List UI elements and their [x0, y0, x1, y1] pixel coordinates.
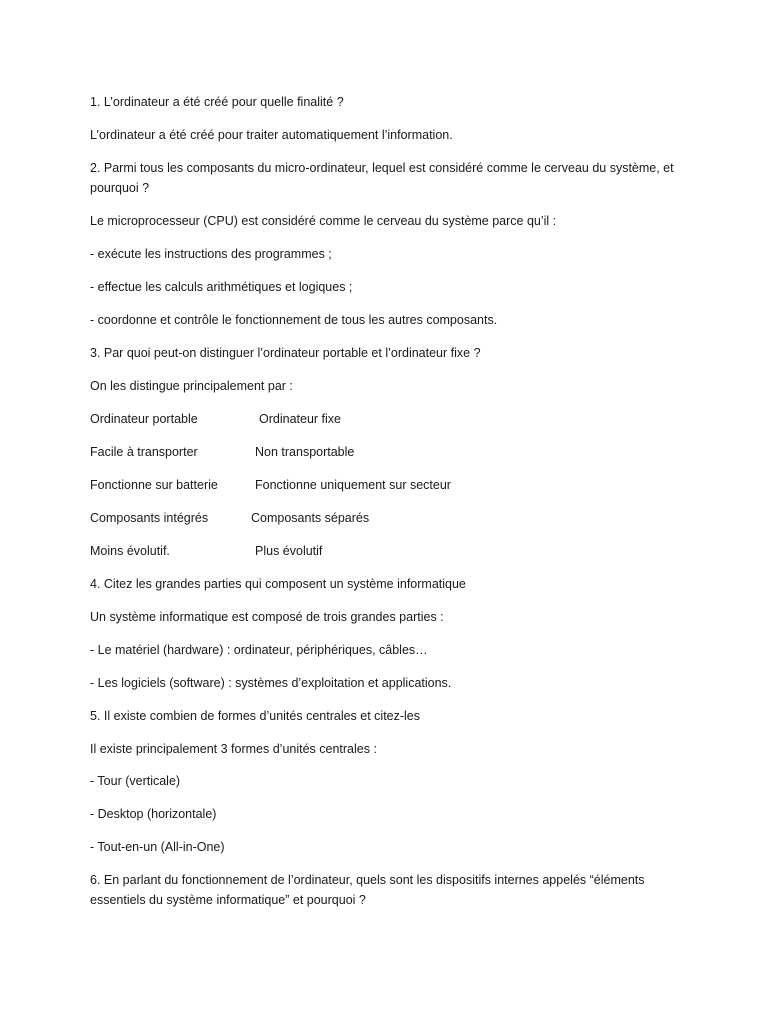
comparison-row: [90, 442, 354, 462]
answer-5-intro: Il existe principalement 3 formes d’unités centrales :: [90, 742, 377, 756]
answer-2-item: - exécute les instructions des programmes ;: [90, 247, 332, 261]
answer-4-intro: Un système informatique est composé de trois grandes parties :: [90, 610, 444, 624]
question-2: 2. Parmi tous les composants du micro-ordinateur, lequel est considéré comme le cerveau du système, et pourquoi ?: [90, 161, 674, 195]
comparison-left: Fonctionne sur batterie: [90, 478, 218, 492]
comparison-row: [90, 409, 341, 429]
comparison-right: Composants séparés: [251, 511, 370, 525]
question-3: 3. Par quoi peut-on distinguer l’ordinateur portable et l’ordinateur fixe ?: [90, 346, 481, 360]
answer-2-item: - effectue les calculs arithmétiques et logiques ;: [90, 280, 353, 294]
answer-1: L’ordinateur a été créé pour traiter automatiquement l’information.: [90, 128, 453, 142]
comparison-left: Composants intégrés: [90, 511, 209, 525]
answer-2-intro: Le microprocesseur (CPU) est considéré comme le cerveau du système parce qu’il :: [90, 214, 557, 228]
comparison-right: Ordinateur fixe: [259, 412, 341, 426]
comparison-row: [90, 475, 451, 495]
question-1: 1. L’ordinateur a été créé pour quelle finalité ?: [90, 95, 344, 109]
answer-3-intro: On les distingue principalement par :: [90, 379, 293, 393]
comparison-left: Ordinateur portable: [90, 412, 198, 426]
answer-5-item: - Tout-en-un (All-in-One): [90, 840, 225, 854]
answer-5-item: - Tour (verticale): [90, 774, 181, 788]
comparison-row: [90, 508, 369, 528]
comparison-right: Fonctionne uniquement sur secteur: [255, 478, 451, 492]
answer-4-item: - Les logiciels (software) : systèmes d’exploitation et applications.: [90, 676, 452, 690]
answer-2-item: - coordonne et contrôle le fonctionnement de tous les autres composants.: [90, 313, 498, 327]
answer-4-item: - Le matériel (hardware) : ordinateur, périphériques, câbles…: [90, 643, 428, 657]
comparison-right: Non transportable: [255, 445, 355, 459]
question-6: 6. En parlant du fonctionnement de l’ordinateur, quels sont les dispositifs internes appelés “éléments essentiels du système informatique” et pourquoi ?: [90, 873, 645, 907]
comparison-left: Facile à transporter: [90, 445, 198, 459]
comparison-row: [90, 541, 322, 561]
comparison-right: Plus évolutif: [255, 544, 323, 558]
comparison-left: Moins évolutif.: [90, 544, 170, 558]
question-5: 5. Il existe combien de formes d’unités centrales et citez-les: [90, 709, 421, 723]
answer-5-item: - Desktop (horizontale): [90, 807, 217, 821]
question-4: 4. Citez les grandes parties qui composent un système informatique: [90, 577, 466, 591]
